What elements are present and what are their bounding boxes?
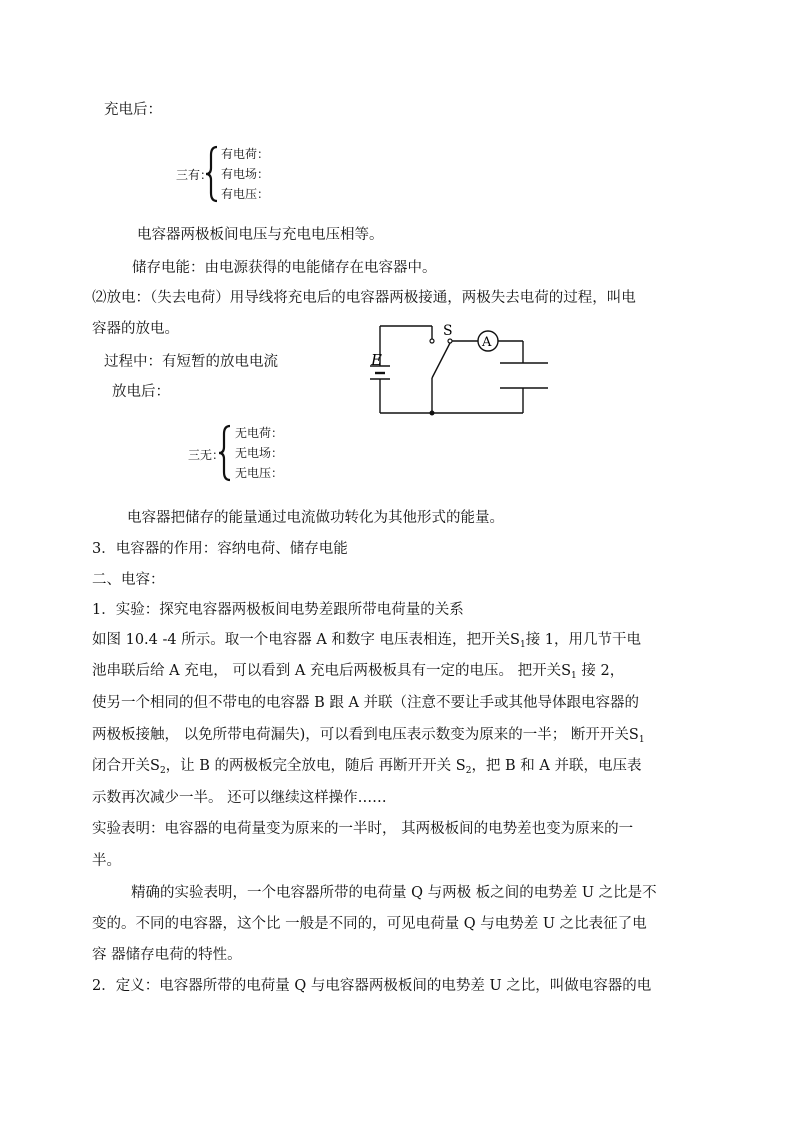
capacitance-heading: 二、电容： [92, 572, 165, 588]
capacitor-role: 3．电容器的作用：容纳电荷、储存电能 [92, 541, 348, 557]
discharge-circuit-diagram [368, 318, 558, 418]
charge-after-heading: 充电后： [104, 102, 162, 118]
discharge-line-2: 容器的放电。 [92, 321, 179, 337]
experiment-title: 1．实验：探究电容器两极板间电势差跟所带电荷量的关系 [92, 602, 464, 618]
definition-line-1: 2．定义：电容器所带的电荷量 Q 与电容器两极板间的电势差 U 之比，叫做电容器的电 [92, 978, 652, 994]
result-line-1: 实验表明：电容器的电荷量变为原来的一半时， 其两极板间的电势差也变为原来的一 [92, 821, 634, 837]
charge-item-3: 有电压： [221, 187, 270, 201]
battery-label: E [371, 351, 382, 369]
charge-voltage-line: 电容器两极板间电压与充电电压相等。 [137, 227, 384, 243]
switch-label: S [443, 323, 453, 339]
discharge-item-1: 无电荷： [235, 426, 284, 440]
experiment-line-6: 示数再次减少一半。 还可以继续这样操作…… [92, 790, 387, 806]
charge-brace-label: 三有： [176, 168, 213, 182]
discharge-brace-label: 三无： [188, 448, 225, 462]
experiment-line-1: 如图 10.4 -4 所示。取一个电容器 A 和数字 电压表相连，把开关$S_1$接 1，用几节干电 [92, 632, 642, 650]
precise-line-3: 容 器储存电荷的特性。 [92, 947, 242, 963]
experiment-line-2: 池串联后给 A 充电， 可以看到 A 充电后两极板具有一定的电压。 把开关$S_1$ 接 2， [92, 663, 625, 681]
switch-blade-icon [432, 343, 450, 378]
result-line-2: 半。 [92, 853, 121, 869]
switch-contact-icon [430, 339, 434, 343]
charge-energy-line: 储存电能：由电源获得的电能储存在电容器中。 [132, 260, 437, 276]
ammeter-label: A [482, 335, 492, 350]
charge-brace-icon [205, 145, 219, 203]
discharge-item-2: 无电场： [235, 446, 284, 460]
precise-line-1: 精确的实验表明，一个电容器所带的电荷量 Q 与两极 板之间的电势差 U 之比是不 [131, 885, 657, 901]
discharge-after-heading: 放电后： [112, 384, 170, 400]
experiment-line-4: 两极板接触， 以免所带电荷漏失)，可以看到电压表示数变为原来的一半； 断开开关$S_1$ [92, 727, 645, 745]
experiment-line-3: 使另一个相同的但不带电的电容器 B 跟 A 并联（注意不要让手或其他导体跟电容器的 [92, 695, 640, 711]
charge-item-2: 有电场： [221, 167, 270, 181]
discharge-item-3: 无电压： [235, 466, 284, 480]
discharge-brace-icon [218, 424, 232, 482]
precise-line-2: 变的。不同的电容器，这个比 一般是不同的，可见电荷量 Q 与电势差 U 之比表征了电 [92, 916, 647, 932]
experiment-line-5: 闭合开关$S_2$，让 B 的两极板完全放电，随后 再断开开关 $S_2$，把 B 和 A 并联，电压表 [92, 758, 642, 776]
discharge-energy-line: 电容器把储存的能量通过电流做功转化为其他形式的能量。 [127, 510, 504, 526]
discharge-process: 过程中：有短暂的放电电流 [104, 354, 278, 370]
charge-item-1: 有电荷： [221, 147, 270, 161]
discharge-line-1: ⑵放电：（失去电荷）用导线将充电后的电容器两极接通，两极失去电荷的过程，叫电 [92, 290, 636, 306]
